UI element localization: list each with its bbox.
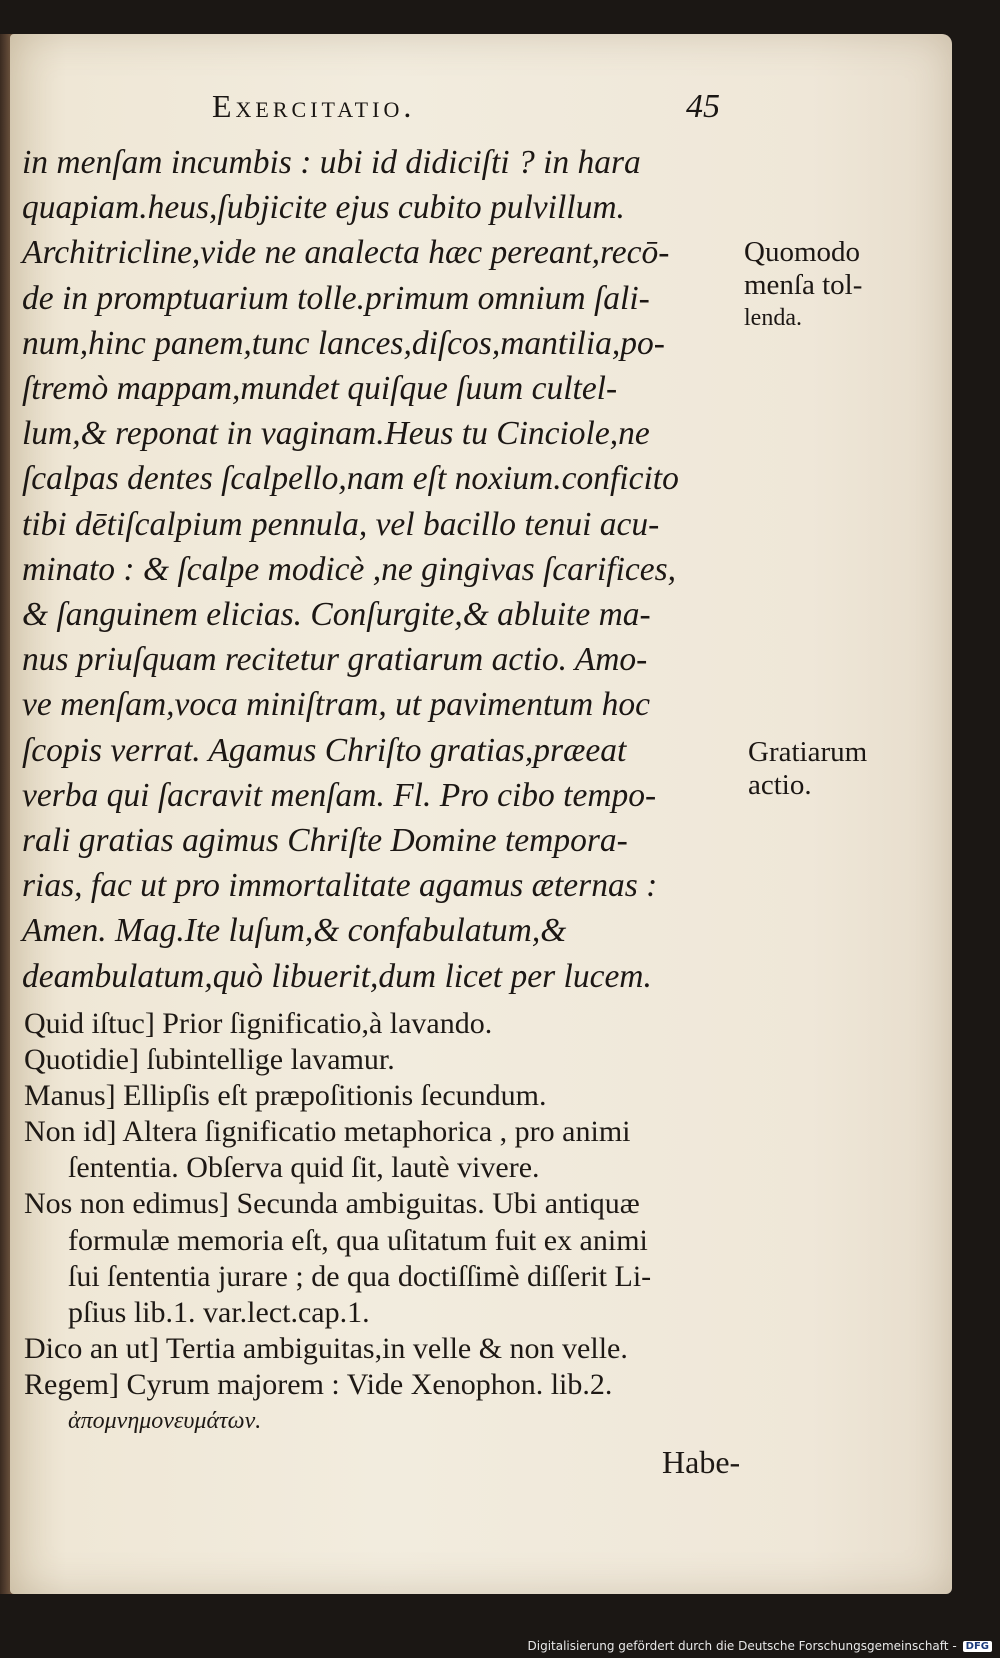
text-line: in menſam incumbis : ubi id didiciſti ? in hara [22, 144, 641, 181]
text-line: ſcopis verrat. Agamus Chriſto gratias,præeat [22, 731, 627, 769]
running-title: Exercitatio. [212, 88, 416, 124]
text-line: & ſanguinem elicias. Conſurgite,& abluite ma- [22, 596, 651, 634]
text-line: quapiam.heus,ſubjicite ejus cubito pulvillum. [22, 189, 625, 227]
commentary-notes [24, 1006, 764, 1439]
note-line: formulæ memoria eſt, qua uſitatum fuit ex animi [68, 1223, 648, 1257]
text-line: lum,& reponat in vaginam.Heus tu Cinciole,ne [22, 415, 650, 453]
margin-note-line: menſa tol- [744, 269, 863, 301]
text-line: rali gratias agimus Chriſte Domine tempora- [22, 822, 628, 860]
margin-note-gratiarum [748, 736, 867, 802]
margin-note-line: lenda. [744, 305, 802, 331]
note-line: ſui ſententia jurare ; de qua doctiſſimè diſſerit Li- [68, 1259, 652, 1293]
text-line: Architricline,vide ne analecta hæc pereant,recō- [22, 234, 670, 272]
note-line: Dico an ut] Tertia ambiguitas,in velle & non velle. [24, 1331, 628, 1365]
catchword: Habe- [662, 1444, 741, 1480]
margin-note-line: Quomodo [744, 236, 860, 268]
note-line: Manus] Ellipſis eſt præpoſitionis ſecundum. [24, 1079, 547, 1113]
note-line: pſius lib.1. var.lect.cap.1. [68, 1295, 370, 1329]
text-line: ſtremò mappam,mundet quiſque ſuum cultel- [22, 370, 618, 408]
page-number: 45 [686, 88, 720, 125]
text-line: rias, fac ut pro immortalitate agamus æternas : [22, 867, 658, 905]
note-line: Regem] Cyrum majorem : Vide Xenophon. lib.2. [24, 1367, 613, 1401]
greek-note-line: ἀπομνημονευμάτων. [68, 1408, 262, 1435]
text-line: ſcalpas dentes ſcalpello,nam eſt noxium.conficito [22, 460, 679, 498]
text-line: deambulatum,quò libuerit,dum licet per lucem. [22, 957, 652, 995]
text-line: ve menſam,voca miniſtram, ut pavimentum hoc [22, 686, 650, 724]
digitization-footer [528, 1636, 993, 1656]
note-line: Nos non edimus] Secunda ambiguitas. Ubi antiquæ [24, 1187, 640, 1221]
note-line: Quid iſtuc] Prior ſignificatio,à lavando. [24, 1007, 493, 1040]
note-line: Non id] Altera ſignificatio metaphorica , pro animi [24, 1115, 631, 1149]
note-line: Quotidie] ſubintellige lavamur. [24, 1043, 395, 1077]
text-line: num,hinc panem,tunc lances,diſcos,mantilia,po- [22, 324, 665, 362]
text-line: Amen. Mag.Ite luſum,& confabulatum,& [22, 912, 567, 950]
text-line: nus priuſquam recitetur gratiarum actio. Amo- [22, 641, 648, 679]
text-line: tibi dētiſcalpium pennula, vel bacillo tenui acu- [22, 505, 660, 543]
dfg-logo: DFG [963, 1641, 992, 1652]
margin-note-line: Gratiarum [748, 736, 868, 768]
note-line: ſententia. Obſerva quid ſit, lautè vivere. [68, 1151, 540, 1185]
text-line: verba qui ſacravit menſam. Fl. Pro cibo tempo- [22, 776, 657, 814]
main-text-block [22, 140, 750, 999]
text-line: minato : & ſcalpe modicè ,ne gingivas ſcarifices, [22, 550, 677, 588]
text-line: de in promptuarium tolle.primum omnium ſali- [22, 279, 650, 317]
margin-note-line: actio. [748, 769, 812, 801]
margin-note-quomodo [744, 236, 862, 335]
footer-credit: Digitalisierung gefördert durch die Deutsche Forschungsgemeinschaft - [527, 1639, 957, 1653]
